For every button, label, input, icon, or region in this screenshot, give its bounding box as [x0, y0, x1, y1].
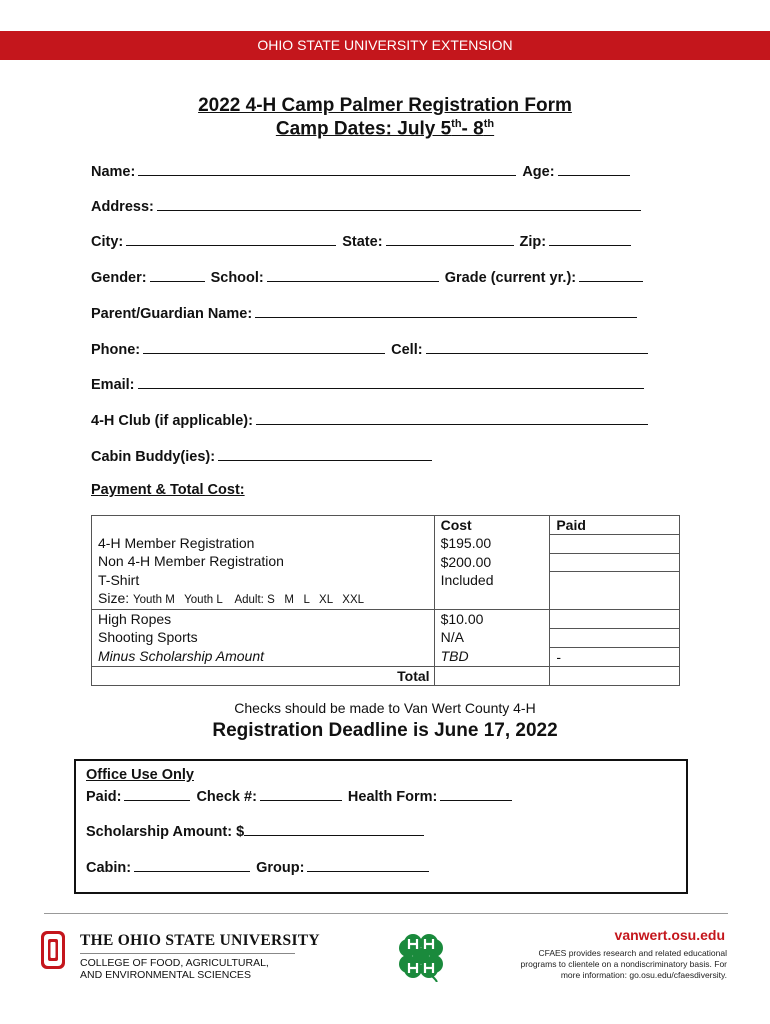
name-input-line[interactable]	[138, 161, 516, 176]
grade-input-line[interactable]	[579, 267, 643, 282]
fine-line-3: more information: go.osu.edu/cfaesdiversity.	[560, 970, 727, 980]
phone-row	[91, 339, 654, 358]
office-use-box	[74, 759, 688, 894]
office-group-label: Group:	[256, 860, 305, 876]
zip-label: Zip:	[519, 234, 547, 250]
checks-note: Checks should be made to Van Wert County 4-H	[234, 700, 536, 716]
city-row	[91, 231, 637, 250]
university-name: THE OHIO STATE UNIVERSITY	[80, 932, 320, 949]
registration-deadline: Registration Deadline is June 17, 2022	[212, 720, 558, 741]
name-row	[91, 161, 636, 180]
name-label: Name:	[91, 164, 136, 180]
office-row-2	[86, 821, 430, 840]
list-item: Non 4-H Member Registration	[98, 553, 284, 570]
college-line-2: AND ENVIRONMENTAL SCIENCES	[80, 969, 251, 981]
total-cost-cell[interactable]	[434, 666, 550, 685]
buddy-input-line[interactable]	[218, 446, 432, 461]
list-item: Included	[440, 571, 494, 588]
buddy-row	[91, 446, 438, 465]
address-input-line[interactable]	[157, 196, 641, 211]
list-item: 4-H Member Registration	[98, 535, 255, 551]
grade-label: Grade (current yr.):	[444, 270, 577, 286]
cost-cell	[434, 516, 550, 610]
tshirt-size-row	[92, 589, 434, 609]
office-paid-line[interactable]	[124, 786, 190, 801]
paid-header: Paid	[556, 517, 586, 533]
city-label: City:	[91, 234, 124, 250]
item-cell	[92, 610, 435, 667]
cost-header: Cost	[440, 517, 472, 533]
gender-row	[91, 267, 649, 286]
fine-line-1: CFAES provides research and related educational	[538, 948, 727, 958]
payment-heading: Payment & Total Cost:	[91, 482, 245, 498]
club-row	[91, 410, 654, 429]
footer-divider	[44, 913, 728, 914]
total-paid-cell[interactable]	[550, 666, 680, 685]
email-row	[91, 374, 650, 393]
club-input-line[interactable]	[256, 410, 648, 425]
table-row	[92, 666, 680, 685]
parent-input-line[interactable]	[255, 303, 637, 318]
osu-logo-icon	[41, 931, 65, 969]
list-item: Shooting Sports	[98, 629, 198, 646]
address-label: Address:	[91, 199, 154, 215]
gender-input-line[interactable]	[150, 267, 205, 282]
age-label: Age:	[522, 164, 555, 180]
buddy-label: Cabin Buddy(ies):	[91, 449, 216, 465]
school-input-line[interactable]	[267, 267, 439, 282]
paid-cell[interactable]	[550, 610, 680, 667]
address-row	[91, 196, 647, 215]
office-check-label: Check #:	[196, 789, 257, 805]
4h-clover-icon	[395, 930, 447, 982]
table-row	[92, 610, 680, 667]
email-input-line[interactable]	[138, 374, 644, 389]
cell-label: Cell:	[391, 342, 423, 358]
gender-label: Gender:	[91, 270, 147, 286]
club-label: 4-H Club (if applicable):	[91, 413, 253, 429]
office-cabin-label: Cabin:	[86, 860, 132, 876]
university-rule	[80, 953, 295, 954]
phone-input-line[interactable]	[143, 339, 385, 354]
state-input-line[interactable]	[386, 231, 514, 246]
list-item: T-Shirt	[98, 571, 140, 588]
school-label: School:	[210, 270, 264, 286]
phone-label: Phone:	[91, 342, 141, 358]
item-cell	[92, 516, 435, 610]
fine-line-2: programs to clientele on a nondiscriminatory basis. For	[520, 959, 727, 969]
cost-table	[91, 515, 680, 686]
state-label: State:	[342, 234, 383, 250]
college-line-1: COLLEGE OF FOOD, AGRICULTURAL,	[80, 957, 269, 969]
office-scholarship-line[interactable]	[244, 821, 424, 836]
list-item: N/A	[440, 629, 464, 646]
website-link[interactable]: vanwert.osu.edu	[614, 927, 725, 943]
list-item: High Ropes	[98, 611, 172, 628]
cost-cell	[434, 610, 550, 667]
nondiscrimination-note	[498, 948, 727, 981]
list-item: Minus Scholarship Amount	[98, 647, 265, 664]
table-row	[92, 516, 680, 610]
city-input-line[interactable]	[126, 231, 336, 246]
list-item: $195.00	[440, 535, 492, 552]
total-label: Total	[92, 666, 435, 685]
office-paid-label: Paid:	[86, 789, 122, 805]
scholarship-paid: -	[550, 647, 679, 666]
parent-row	[91, 303, 643, 322]
paid-cell[interactable]	[550, 516, 680, 610]
office-scholarship-label: Scholarship Amount: $	[86, 824, 245, 840]
office-group-line[interactable]	[307, 857, 429, 872]
form-title: 2022 4-H Camp Palmer Registration Form	[198, 95, 572, 116]
list-item: $10.00	[440, 611, 484, 628]
office-row-3	[86, 857, 435, 876]
office-health-line[interactable]	[440, 786, 512, 801]
office-row-1	[86, 786, 518, 805]
parent-label: Parent/Guardian Name:	[91, 306, 253, 322]
list-item: $200.00	[440, 553, 492, 570]
office-check-line[interactable]	[260, 786, 342, 801]
list-item: TBD	[440, 647, 469, 664]
zip-input-line[interactable]	[549, 231, 631, 246]
age-input-line[interactable]	[558, 161, 630, 176]
office-heading: Office Use Only	[86, 767, 194, 783]
cell-input-line[interactable]	[426, 339, 648, 354]
extension-banner: OHIO STATE UNIVERSITY EXTENSION	[0, 31, 770, 60]
size-options: Youth M Youth L Adult: S M L XL XXL	[133, 593, 365, 606]
camp-dates: Camp Dates: July 5th- 8th	[275, 118, 495, 140]
email-label: Email:	[91, 377, 135, 393]
office-health-label: Health Form:	[347, 789, 438, 805]
size-label: Size:	[98, 589, 130, 606]
office-cabin-line[interactable]	[134, 857, 250, 872]
